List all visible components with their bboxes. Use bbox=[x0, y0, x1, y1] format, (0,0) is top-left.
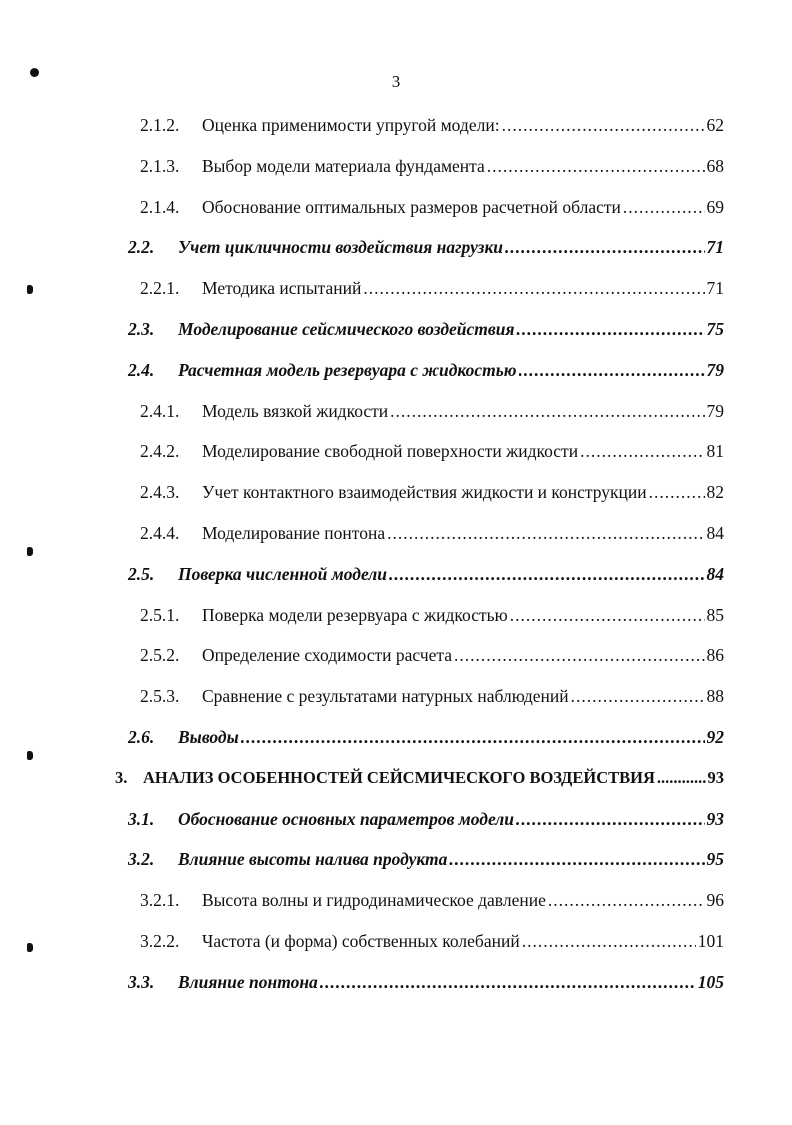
toc-entry-title: Методика испытаний bbox=[202, 278, 362, 299]
toc-entry-number: 2.5.3. bbox=[140, 686, 180, 707]
toc-entry-number: 3.3. bbox=[128, 971, 155, 992]
binder-hole-mark bbox=[27, 547, 33, 556]
toc-entry[interactable] bbox=[140, 155, 724, 177]
toc-entry-title: Частота (и форма) собственных колебаний bbox=[202, 931, 520, 951]
toc-entry-title: Моделирование сейсмического воздействия bbox=[178, 319, 515, 339]
toc-entry[interactable] bbox=[128, 563, 724, 585]
toc-entry-page: 82 bbox=[706, 482, 724, 503]
toc-entry-number: 2.4.1. bbox=[140, 400, 180, 421]
toc-entry-page: 93 bbox=[707, 767, 724, 787]
binder-hole-mark bbox=[27, 943, 33, 952]
toc-entry-page: 93 bbox=[706, 808, 724, 829]
toc-dot-leader bbox=[390, 400, 704, 422]
toc-dot-leader bbox=[241, 726, 705, 748]
toc-entry-page: 96 bbox=[706, 890, 724, 911]
toc-entry[interactable] bbox=[140, 522, 724, 544]
toc-entry-title: Выбор модели материала фундамента bbox=[202, 155, 485, 176]
toc-entry-page: 84 bbox=[706, 523, 724, 543]
toc-entry[interactable] bbox=[128, 726, 724, 748]
toc-entry-number: 2.2.1. bbox=[140, 278, 180, 299]
toc-entry-title: Обоснование оптимальных размеров расчетной области bbox=[202, 196, 621, 217]
toc-entry[interactable] bbox=[128, 848, 724, 870]
toc-entry-title: Расчетная модель резервуара с жидкостью bbox=[178, 359, 517, 380]
toc-entry-title: Учет контактного взаимодействия жидкости и конструкции bbox=[202, 482, 647, 503]
toc-entry-number: 2.1.2. bbox=[140, 115, 180, 135]
toc-entry-page: 85 bbox=[706, 604, 724, 625]
binder-hole-mark bbox=[27, 751, 33, 760]
toc-entry-page: 71 bbox=[706, 278, 724, 299]
toc-dot-leader bbox=[548, 889, 705, 911]
toc-dot-leader bbox=[657, 767, 706, 789]
toc-dot-leader bbox=[580, 440, 704, 462]
toc-entry[interactable] bbox=[140, 889, 724, 911]
toc-entry[interactable] bbox=[140, 604, 724, 626]
toc-entry-page: 79 bbox=[706, 400, 724, 421]
toc-entry-title: Модель вязкой жидкости bbox=[202, 400, 389, 421]
toc-entry-page: 71 bbox=[706, 237, 724, 258]
toc-dot-leader bbox=[623, 196, 705, 218]
toc-dot-leader bbox=[387, 522, 704, 544]
toc-entry-number: 2.5.2. bbox=[140, 645, 180, 666]
toc-entry[interactable] bbox=[128, 236, 724, 258]
toc-entry-page: 105 bbox=[697, 971, 724, 992]
toc-entry-title: Оценка применимости упругой модели: bbox=[202, 115, 500, 135]
toc-entry-number: 2.4. bbox=[128, 359, 155, 380]
toc-dot-leader bbox=[519, 359, 705, 381]
toc-entry[interactable] bbox=[128, 318, 724, 340]
toc-entry-number: 2.1.3. bbox=[140, 155, 180, 176]
toc-entry-page: 81 bbox=[706, 441, 724, 462]
page-number: 3 bbox=[391, 72, 401, 91]
toc-entry[interactable] bbox=[140, 114, 724, 136]
toc-entry[interactable] bbox=[128, 808, 724, 830]
toc-dot-leader bbox=[505, 236, 704, 258]
toc-entry-title: Влияние понтона bbox=[178, 971, 318, 992]
toc-entry-page: 95 bbox=[706, 849, 724, 870]
toc-entry-title: Учет цикличности воздействия нагрузки bbox=[178, 237, 504, 258]
toc-entry-number: 3.2.2. bbox=[140, 931, 180, 951]
toc-entry-number: 2.5.1. bbox=[140, 604, 180, 625]
toc-entry[interactable] bbox=[140, 400, 724, 422]
toc-entry-title: Моделирование свободной поверхности жидкости bbox=[202, 441, 579, 462]
toc-entry-number: 3.2. bbox=[128, 849, 155, 870]
toc-entry-page: 75 bbox=[706, 319, 724, 339]
toc-entry-number: 2.4.2. bbox=[140, 441, 180, 462]
toc-entry[interactable] bbox=[140, 440, 724, 462]
toc-entry-title: Выводы bbox=[178, 727, 239, 747]
toc-entry-title: Высота волны и гидродинамическое давление bbox=[202, 890, 546, 911]
toc-entry-number: 3.2.1. bbox=[140, 890, 180, 911]
toc-dot-leader bbox=[502, 114, 705, 136]
binder-hole-mark bbox=[27, 285, 33, 294]
toc-entry-number: 2.6. bbox=[128, 727, 155, 747]
toc-entry-page: 79 bbox=[706, 359, 724, 380]
toc-entry[interactable] bbox=[140, 930, 724, 952]
toc-entry-title: АНАЛИЗ ОСОБЕННОСТЕЙ СЕЙСМИЧЕСКОГО ВОЗДЕЙСТВИЯ bbox=[143, 767, 655, 787]
toc-entry-page: 92 bbox=[706, 727, 724, 747]
toc-entry[interactable] bbox=[140, 196, 724, 218]
toc-dot-leader bbox=[389, 563, 704, 585]
toc-entry-title: Сравнение с результатами натурных наблюдений bbox=[202, 686, 569, 707]
toc-entry[interactable] bbox=[140, 685, 724, 707]
toc-entry-number: 2.1.4. bbox=[140, 196, 180, 217]
toc-entry-page: 88 bbox=[706, 686, 724, 707]
toc-entry[interactable] bbox=[140, 644, 724, 666]
toc-entry-title: Поверка модели резервуара с жидкостью bbox=[202, 604, 508, 625]
toc-entry-title: Влияние высоты налива продукта bbox=[178, 849, 448, 870]
toc-entry-title: Моделирование понтона bbox=[202, 523, 386, 543]
toc-entry-number: 2.4.3. bbox=[140, 482, 180, 503]
toc-entry-page: 86 bbox=[706, 645, 724, 666]
toc-dot-leader bbox=[522, 930, 696, 952]
toc-entry[interactable] bbox=[140, 481, 724, 503]
toc-entry[interactable] bbox=[140, 277, 724, 299]
toc-dot-leader bbox=[516, 808, 705, 830]
toc-dot-leader bbox=[320, 971, 696, 993]
toc-entry[interactable] bbox=[128, 359, 724, 381]
toc-entry-title: Определение сходимости расчета bbox=[202, 645, 453, 666]
toc-dot-leader bbox=[649, 481, 705, 503]
toc-entry-number: 2.4.4. bbox=[140, 523, 180, 543]
toc-entry-number: 2.3. bbox=[128, 319, 155, 339]
toc-entry-title: Обоснование основных параметров модели bbox=[178, 808, 514, 829]
toc-entry-page: 69 bbox=[706, 196, 724, 217]
toc-dot-leader bbox=[516, 318, 704, 340]
toc-entry-number: 3. bbox=[115, 767, 128, 787]
toc-entry-page: 62 bbox=[706, 115, 724, 135]
toc-entry-page: 68 bbox=[706, 155, 724, 176]
toc-entry-page: 101 bbox=[697, 931, 724, 951]
toc-dot-leader bbox=[363, 277, 704, 299]
binder-hole-mark bbox=[30, 68, 39, 77]
toc-entry[interactable] bbox=[115, 767, 724, 789]
toc-entry[interactable] bbox=[128, 971, 724, 993]
toc-entry-page: 84 bbox=[706, 563, 724, 584]
toc-dot-leader bbox=[510, 604, 705, 626]
toc-entry-title: Поверка численной модели bbox=[178, 563, 388, 584]
toc-dot-leader bbox=[454, 644, 704, 666]
toc-entry-number: 2.2. bbox=[128, 237, 155, 258]
toc-entry-number: 3.1. bbox=[128, 808, 155, 829]
toc-dot-leader bbox=[487, 155, 705, 177]
toc-dot-leader bbox=[449, 848, 704, 870]
toc-dot-leader bbox=[571, 685, 705, 707]
toc-entry-number: 2.5. bbox=[128, 563, 155, 584]
